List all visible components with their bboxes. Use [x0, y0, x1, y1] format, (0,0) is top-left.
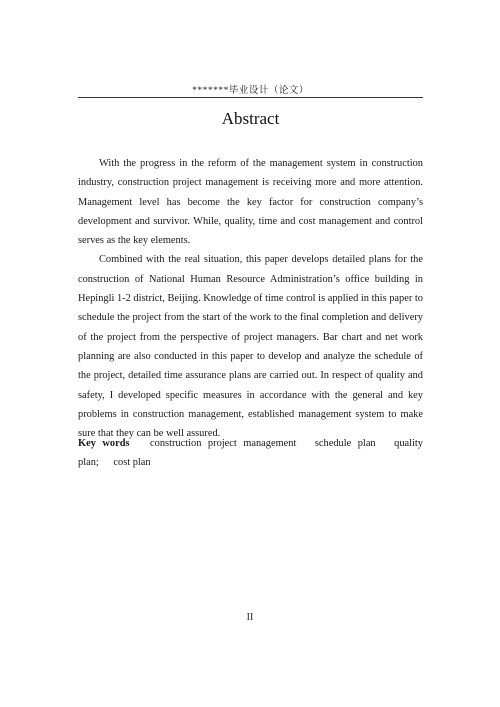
- abstract-body: [78, 154, 423, 443]
- abstract-paragraph-2: Combined with the real situation, this paper develops detailed plans for the construction of National Human Resource Administration’s office building in Hepingli 1-2 district, Beijing. Knowledge of time control is applied in this paper to schedule the project from the start of the work to the final completion and delivery of the project from the perspective of project managers. Bar chart and net work planning are also conducted in this paper to develop and analyze the schedule of the project, detailed time assurance plans are carried out. In respect of quality and safety, I developed specific measures in accordance with the general and key problems in construction management, established management system to make sure that they can be well assured.: [78, 254, 423, 440]
- abstract-title: Abstract: [221, 109, 280, 128]
- header-rule: [78, 97, 423, 98]
- page-number: II: [246, 612, 254, 623]
- keywords-label: Key words: [78, 438, 130, 449]
- keyword-item: schedule plan: [314, 438, 376, 449]
- keyword-item: cost plan: [113, 457, 151, 469]
- keywords-section: [78, 434, 423, 473]
- keyword-item: construction project management: [150, 438, 297, 449]
- keyword-item: quality plan;: [78, 438, 423, 469]
- running-header: *******毕业设计（论文）: [192, 86, 309, 96]
- abstract-paragraph-1: With the progress in the reform of the management system in construction industry, construction project management is receiving more and more attention. Management level has become the key factor for construction company’s development and survivor. While, quality, time and cost management and control serves as the key elements.: [78, 158, 423, 247]
